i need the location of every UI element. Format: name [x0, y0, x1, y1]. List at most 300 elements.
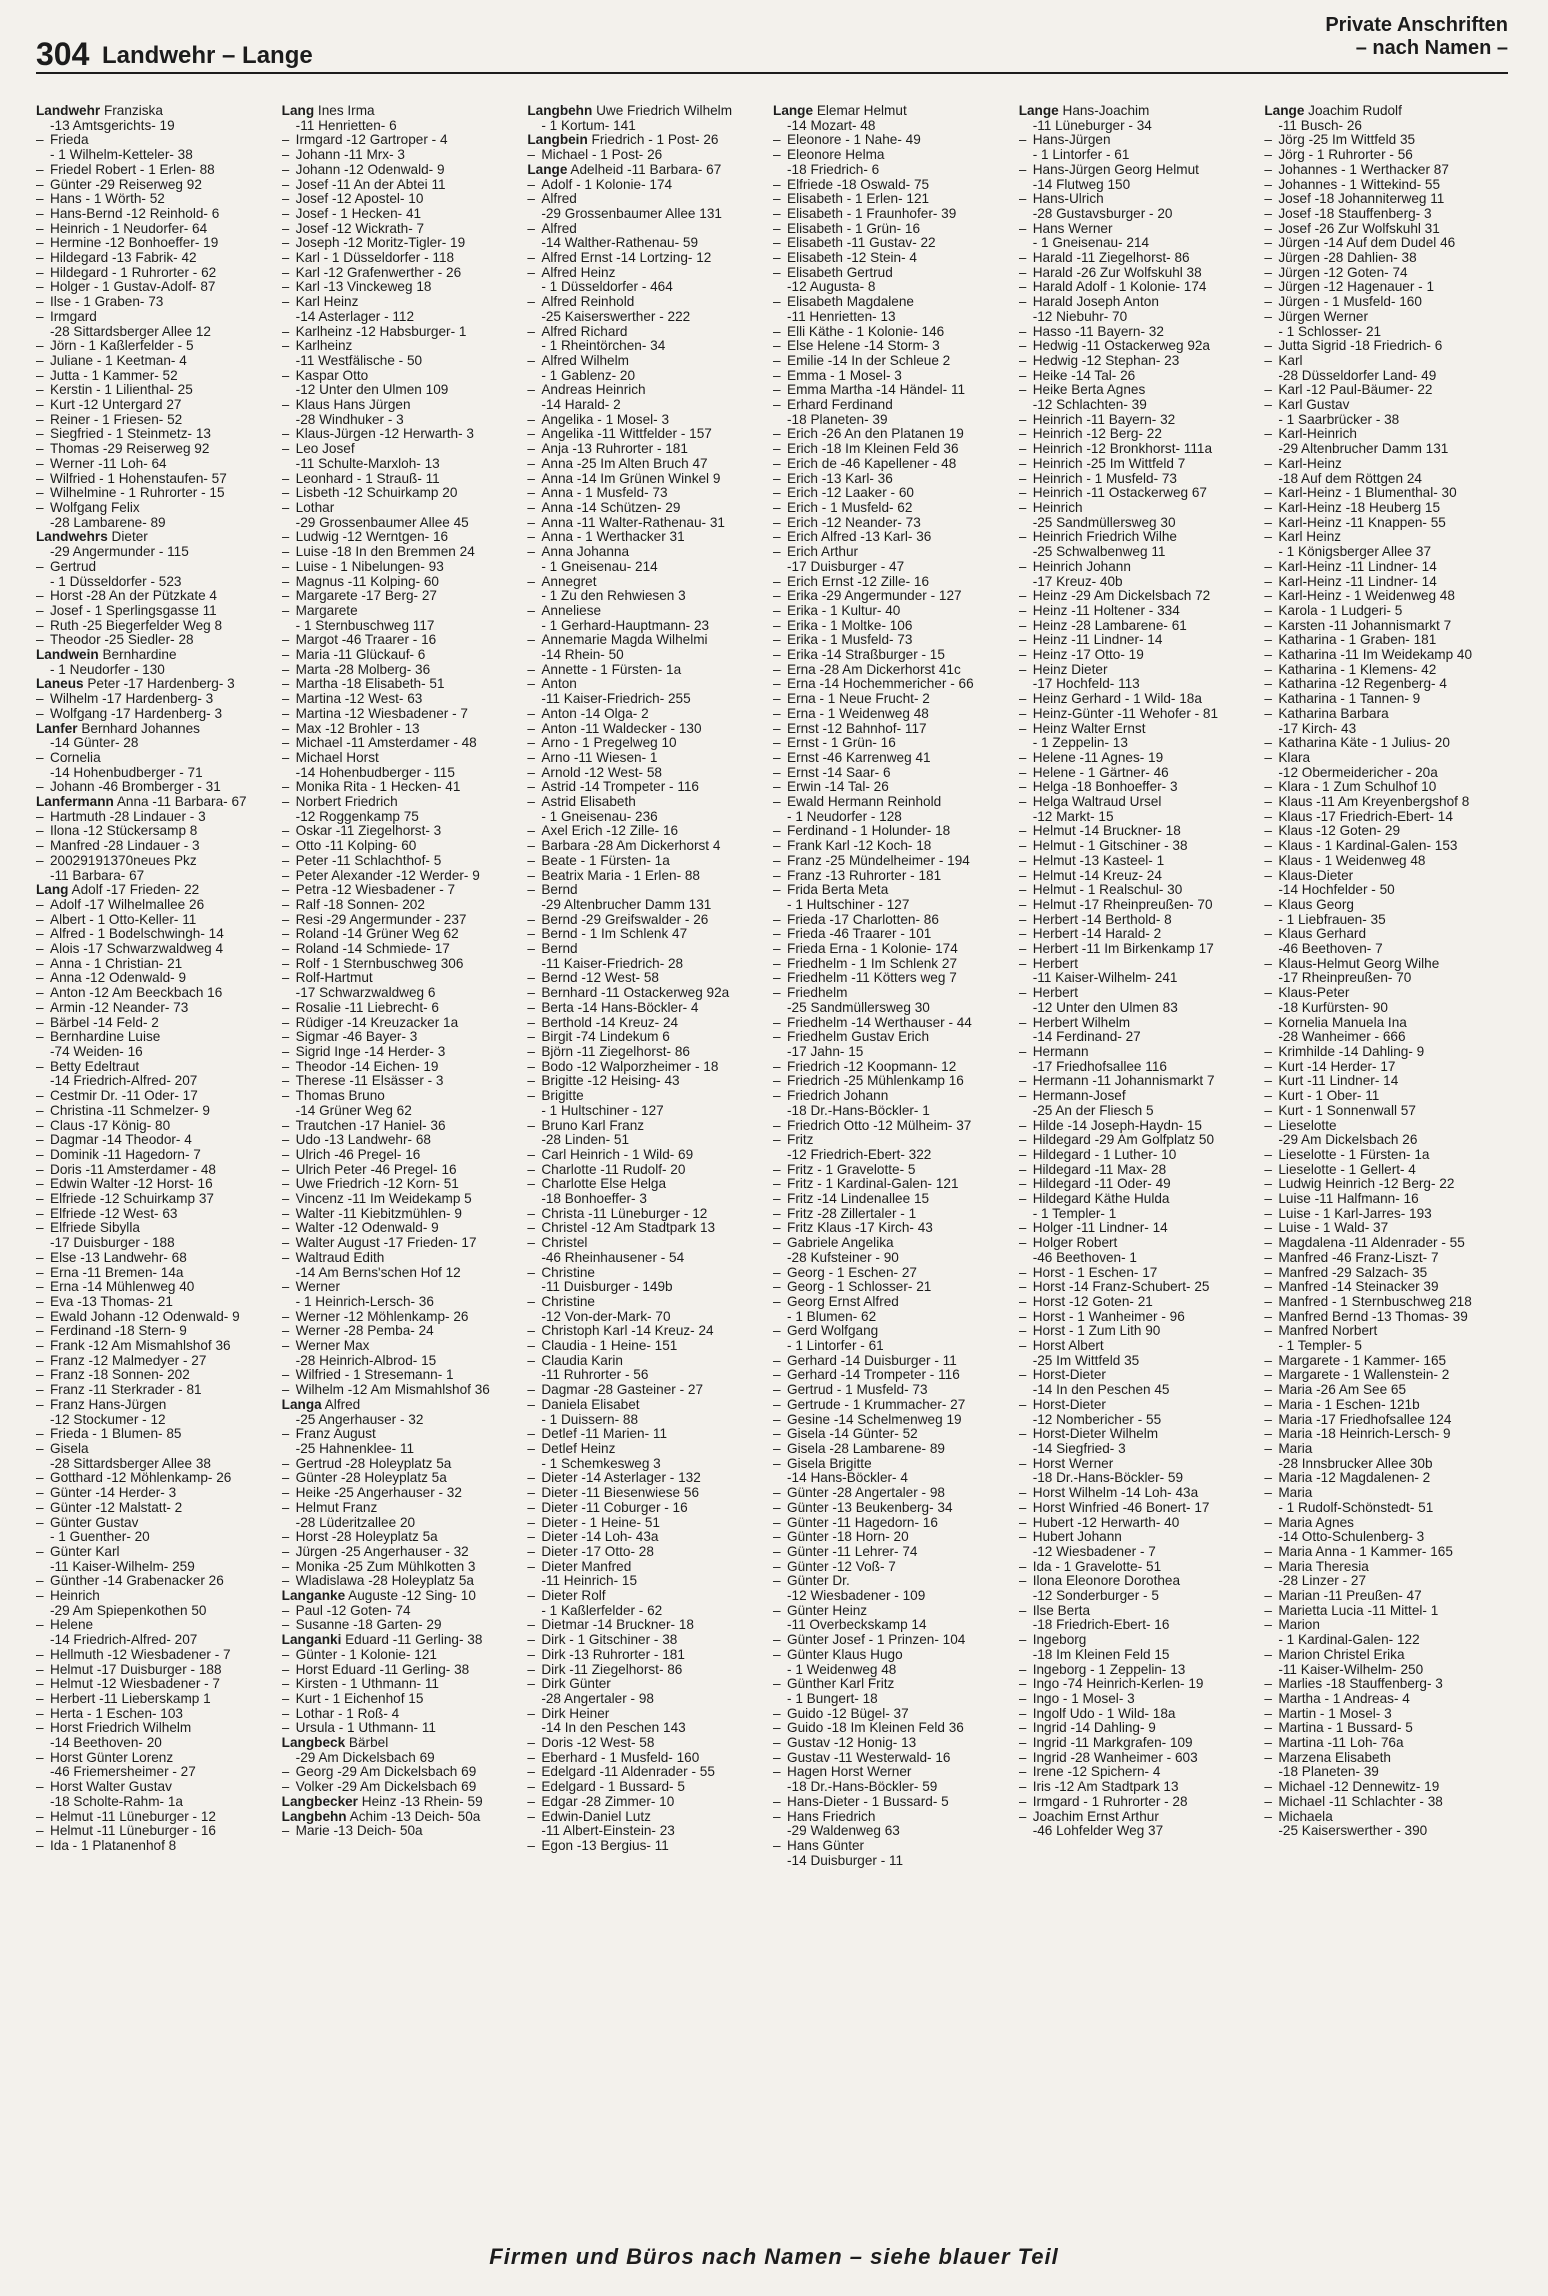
section-title [1325, 14, 1508, 60]
same-name-dash: – [773, 236, 781, 251]
directory-entry: – Harald -26 Zur Wolfskuhl 38 [1018, 265, 1202, 280]
same-name-dash: – [1264, 133, 1272, 148]
same-name-dash: – [773, 574, 781, 589]
directory-entry: – Dieter Rolf [527, 1589, 606, 1604]
directory-entry: – Heike -25 Angerhauser - 32 [281, 1486, 462, 1501]
directory-entry: - 1 Kortum- 141 [541, 118, 636, 133]
directory-entry: – Dirk Heiner [527, 1706, 610, 1721]
directory-entry: – Bernhard -11 Ostackerweg 92a [527, 986, 730, 1001]
directory-entry: – Kirsten - 1 Uthmann- 11 [281, 1677, 439, 1692]
directory-entry: – Günther -14 Grabenacker 26 [36, 1574, 224, 1589]
directory-entry: – Erna - 1 Neue Frucht- 2 [773, 692, 930, 707]
same-name-dash: – [1018, 603, 1027, 618]
same-name-dash: – [36, 780, 44, 795]
same-name-dash: – [36, 1147, 44, 1162]
same-name-dash: – [281, 339, 290, 354]
directory-entry: – Kurt -14 Herder- 17 [1264, 1059, 1396, 1074]
same-name-dash: – [36, 633, 44, 648]
directory-entry: – Alfred Heinz [527, 265, 616, 280]
directory-entry: -28 Linden- 51 [541, 1133, 630, 1148]
directory-entry: – Erika - 1 Moltke- 106 [773, 618, 913, 633]
directory-entry: – Günter -13 Beukenberg- 34 [773, 1500, 953, 1515]
same-name-dash: – [773, 353, 781, 368]
directory-entry: – Jörg - 1 Ruhrorter - 56 [1264, 148, 1413, 163]
directory-entry: -28 Düsseldorfer Land- 49 [1278, 368, 1437, 383]
directory-entry: – Maria [1264, 1441, 1313, 1456]
same-name-dash: – [36, 1030, 44, 1045]
same-name-dash: – [36, 1662, 44, 1677]
same-name-dash: – [1264, 795, 1272, 810]
same-name-dash: – [36, 603, 44, 618]
directory-entry: – Claudia - 1 Heine- 151 [527, 1339, 678, 1354]
same-name-dash: – [773, 853, 781, 868]
directory-entry: – Fritz -14 Lindenallee 15 [773, 1192, 930, 1207]
directory-entry: – Johann -11 Mrx- 3 [281, 148, 405, 163]
same-name-dash: – [1264, 824, 1272, 839]
directory-entry: – Erika -29 Angermunder - 127 [773, 589, 962, 604]
same-name-dash: – [1264, 1618, 1272, 1633]
same-name-dash: – [773, 295, 781, 310]
same-name-dash: – [36, 824, 44, 839]
same-name-dash: – [527, 148, 535, 163]
directory-entry: -28 Lüderitzallee 20 [295, 1515, 416, 1530]
same-name-dash: – [1264, 383, 1272, 398]
same-name-dash: – [1018, 442, 1027, 457]
same-name-dash: – [281, 1206, 290, 1221]
directory-entry: – Ewald Johann -12 Odenwald- 9 [36, 1309, 240, 1324]
directory-entry: – Theodor -25 Siedler- 28 [36, 633, 194, 648]
directory-entry: -11 Heinrich- 15 [541, 1574, 638, 1589]
directory-entry: – Charlotte Else Helga [527, 1177, 667, 1192]
same-name-dash: – [773, 1397, 781, 1412]
same-name-dash: – [773, 795, 781, 810]
directory-entry: – Maria Anna - 1 Kammer- 165 [1264, 1544, 1453, 1559]
directory-entry: – Waltraud Edith [281, 1250, 385, 1265]
same-name-dash: – [1264, 1736, 1272, 1751]
same-name-dash: – [1018, 648, 1027, 663]
same-name-dash: – [527, 1544, 535, 1559]
directory-entry: – Josef -26 Zur Wolfskuhl 31 [1264, 221, 1440, 236]
directory-entry: – Gabriele Angelika [773, 1236, 894, 1251]
directory-entry: – Hans-Jürgen [1018, 133, 1111, 148]
same-name-dash: – [281, 574, 290, 589]
directory-entry: – Egon -13 Bergius- 11 [527, 1838, 669, 1853]
same-name-dash: – [281, 486, 290, 501]
same-name-dash: – [527, 1206, 535, 1221]
same-name-dash: – [527, 1324, 535, 1339]
same-name-dash: – [1018, 1780, 1027, 1795]
directory-entry: – Ernst -12 Bahnhof- 117 [773, 721, 927, 736]
same-name-dash: – [1264, 897, 1272, 912]
same-name-dash: – [1018, 1147, 1027, 1162]
same-name-dash: – [773, 133, 781, 148]
directory-entry: - 1 Kaßlerfelder - 62 [541, 1603, 663, 1618]
surname: Lange [1264, 104, 1305, 118]
directory-entry: – Werner -11 Loh- 64 [36, 456, 167, 471]
same-name-dash: – [1264, 1794, 1272, 1809]
directory-entry: -29 Am Dickelsbach 69 [295, 1750, 435, 1765]
directory-entry: Langbeck Bärbel [281, 1736, 389, 1751]
directory-entry: – Eleonore - 1 Nahe- 49 [773, 133, 921, 148]
same-name-dash: – [527, 1706, 535, 1721]
same-name-dash: – [36, 1368, 44, 1383]
directory-entry: – Horst Friedrich Wilhelm [36, 1721, 192, 1736]
same-name-dash: – [1264, 706, 1272, 721]
same-name-dash: – [281, 1559, 290, 1574]
directory-entry: – Ingrid -11 Markgrafen- 109 [1018, 1736, 1193, 1751]
directory-entry: -18 Auf dem Röttgen 24 [1278, 471, 1422, 486]
directory-entry: – Adolf - 1 Kolonie- 174 [527, 177, 673, 192]
same-name-dash: – [1264, 1706, 1272, 1721]
same-name-dash: – [1018, 1074, 1027, 1089]
directory-entry: – Edwin-Daniel Lutz [527, 1809, 651, 1824]
same-name-dash: – [773, 986, 781, 1001]
directory-entry: – Jutta Sigrid -18 Friedrich- 6 [1264, 339, 1443, 354]
directory-entry: - 1 Neudorfer - 130 [50, 662, 165, 677]
directory-entry: – Martina -12 Wiesbadener - 7 [281, 706, 468, 721]
same-name-dash: – [281, 750, 290, 765]
same-name-dash: – [527, 1118, 535, 1133]
same-name-dash: – [1264, 662, 1272, 677]
same-name-dash: – [527, 853, 535, 868]
directory-entry: – Michaela [1264, 1809, 1333, 1824]
same-name-dash: – [281, 1147, 290, 1162]
directory-entry: – Klaus - 1 Weidenweg 48 [1264, 853, 1426, 868]
directory-entry: – Emma - 1 Mosel- 3 [773, 368, 902, 383]
same-name-dash: – [281, 1544, 290, 1559]
same-name-dash: – [1264, 1147, 1272, 1162]
same-name-dash: – [36, 1250, 44, 1265]
same-name-dash: – [36, 353, 44, 368]
directory-entry: – Hildegard - 1 Ruhrorter - 62 [36, 265, 217, 280]
directory-entry: – Holger Robert [1018, 1236, 1118, 1251]
directory-entry: – Irmgard - 1 Ruhrorter - 28 [1018, 1794, 1188, 1809]
same-name-dash: – [36, 471, 44, 486]
same-name-dash: – [773, 1427, 781, 1442]
surname: Lanfermann [36, 795, 114, 810]
same-name-dash: – [36, 162, 44, 177]
directory-entry: -11 Albert-Einstein- 23 [541, 1824, 675, 1839]
directory-entry: – Klara [1264, 750, 1311, 765]
same-name-dash: – [773, 1133, 781, 1148]
directory-entry: – Günter Gustav [36, 1515, 139, 1530]
directory-entry: – Thomas Bruno [281, 1089, 385, 1104]
same-name-dash: – [527, 603, 535, 618]
directory-entry: – Eva -13 Thomas- 21 [36, 1294, 173, 1309]
directory-entry: – Fritz - 1 Gravelotte- 5 [773, 1162, 916, 1177]
directory-entry: – Marzena Elisabeth [1264, 1750, 1391, 1765]
directory-entry: – Jörn - 1 Kaßlerfelder - 5 [36, 339, 194, 354]
directory-entry: – Margarete - 1 Wallenstein- 2 [1264, 1368, 1450, 1383]
directory-entry: -14 Otto-Schulenberg- 3 [1278, 1530, 1425, 1545]
directory-entry: – Helene - 1 Gärtner- 46 [1018, 765, 1169, 780]
directory-entry: – Michael - 1 Post- 26 [527, 148, 663, 163]
directory-entry: -18 Dr.-Hans-Böckler- 59 [1032, 1471, 1184, 1486]
directory-entry: – Elfriede Sibylla [36, 1221, 140, 1236]
directory-entry: – Ulrich Peter -46 Pregel- 16 [281, 1162, 457, 1177]
same-name-dash: – [1264, 1603, 1272, 1618]
directory-entry: -11 Henrietten- 6 [295, 118, 397, 133]
same-name-dash: – [527, 192, 535, 207]
directory-entry: -17 Friedhofsallee 116 [1032, 1059, 1167, 1074]
same-name-dash: – [773, 1059, 781, 1074]
directory-entry: – Karl Heinz [281, 295, 359, 310]
same-name-dash: – [773, 1633, 781, 1648]
same-name-dash: – [1018, 471, 1027, 486]
same-name-dash: – [527, 1339, 535, 1354]
same-name-dash: – [527, 780, 535, 795]
directory-entry: – Ludwig Heinrich -12 Berg- 22 [1264, 1177, 1455, 1192]
same-name-dash: – [36, 1000, 44, 1015]
directory-entry: – Karl Gustav [1264, 398, 1350, 413]
directory-entry: -25 Kaiserswerther - 390 [1278, 1824, 1428, 1839]
same-name-dash: – [281, 545, 290, 560]
directory-entry: – Friedhelm -14 Werthauser - 44 [773, 1015, 972, 1030]
directory-column [773, 104, 1019, 2174]
same-name-dash: – [1264, 1221, 1272, 1236]
same-name-dash: – [773, 971, 781, 986]
same-name-dash: – [773, 1647, 781, 1662]
directory-entry: -46 Lohfelder Weg 37 [1032, 1824, 1164, 1839]
directory-entry: – Georg -29 Am Dickelsbach 69 [281, 1765, 477, 1780]
directory-entry: – Hans-Dieter - 1 Bussard- 5 [773, 1794, 949, 1809]
same-name-dash: – [1264, 162, 1272, 177]
same-name-dash: – [1018, 280, 1027, 295]
directory-entry: – Sigmar -46 Bayer- 3 [281, 1030, 418, 1045]
directory-entry: – Klaus-Dieter [1264, 868, 1354, 883]
same-name-dash: – [1018, 412, 1027, 427]
same-name-dash: – [281, 795, 290, 810]
directory-entry: – Elisabeth Gertrud [773, 265, 893, 280]
same-name-dash: – [281, 206, 290, 221]
directory-entry: – Friedel Robert - 1 Erlen- 88 [36, 162, 215, 177]
same-name-dash: – [1264, 927, 1272, 942]
directory-entry: – Hans Friedrich [773, 1809, 876, 1824]
same-name-dash: – [36, 897, 44, 912]
same-name-dash: – [527, 574, 535, 589]
surname: Lange [773, 104, 814, 118]
same-name-dash: – [36, 1706, 44, 1721]
directory-entry: – Friedrich -12 Koopmann- 12 [773, 1059, 957, 1074]
directory-entry: – Heike -14 Tal- 26 [1018, 368, 1136, 383]
same-name-dash: – [1264, 956, 1272, 971]
directory-entry: – Manfred - 1 Sternbuschweg 218 [1264, 1294, 1472, 1309]
same-name-dash: – [1264, 1397, 1272, 1412]
same-name-dash: – [1018, 1691, 1027, 1706]
same-name-dash: – [1264, 1427, 1272, 1442]
same-name-dash: – [527, 1677, 535, 1692]
directory-entry: – Heinz -11 Lindner- 14 [1018, 633, 1163, 648]
directory-entry: – Erna - 1 Weidenweg 48 [773, 706, 929, 721]
same-name-dash: – [773, 603, 781, 618]
same-name-dash: – [773, 1838, 781, 1853]
directory-entry: – Anna - 1 Musfeld- 73 [527, 486, 668, 501]
same-name-dash: – [527, 427, 535, 442]
directory-entry: – Doris -11 Amsterdamer - 48 [36, 1162, 216, 1177]
directory-entry: – Josef -18 Stauffenberg- 3 [1264, 206, 1432, 221]
directory-entry: – Manfred Norbert [1264, 1324, 1378, 1339]
same-name-dash: – [773, 251, 781, 266]
directory-entry: – Dieter -11 Biesenwiese 56 [527, 1486, 700, 1501]
same-name-dash: – [773, 883, 781, 898]
directory-entry: -17 Duisburger - 188 [50, 1236, 175, 1251]
same-name-dash: – [527, 1427, 535, 1442]
directory-entry: – Erich -12 Laaker - 60 [773, 486, 914, 501]
same-name-dash: – [36, 368, 44, 383]
directory-entry: – Maria Theresia [1264, 1559, 1369, 1574]
directory-entry: – Jürgen -12 Hagenauer - 1 [1264, 280, 1435, 295]
surname: Langbein [527, 133, 588, 148]
same-name-dash: – [36, 295, 44, 310]
directory-entry: – Helmut - 1 Gitschiner - 38 [1018, 839, 1188, 854]
directory-entry: - 1 Düsseldorfer - 523 [50, 574, 182, 589]
same-name-dash: – [1018, 1427, 1027, 1442]
directory-entry: – Juliane - 1 Keetman- 4 [36, 353, 187, 368]
directory-entry: – Gustav -12 Honig- 13 [773, 1736, 917, 1751]
directory-entry: – Elfriede -12 West- 63 [36, 1206, 178, 1221]
same-name-dash: – [1264, 295, 1272, 310]
same-name-dash: – [773, 780, 781, 795]
same-name-dash: – [1018, 486, 1027, 501]
same-name-dash: – [36, 971, 44, 986]
directory-entry: -11 Busch- 26 [1278, 118, 1362, 133]
same-name-dash: – [36, 1118, 44, 1133]
same-name-dash: – [1018, 368, 1027, 383]
surname: Lange [1018, 104, 1059, 118]
same-name-dash: – [1264, 515, 1272, 530]
directory-entry: Langbecker Heinz -13 Rhein- 59 [281, 1794, 483, 1809]
directory-entry: – Ludwig -12 Werntgen- 16 [281, 530, 449, 545]
directory-entry: – Alfred Ernst -14 Lortzing- 12 [527, 251, 712, 266]
same-name-dash: – [527, 765, 535, 780]
directory-entry: – Herta - 1 Eschen- 103 [36, 1706, 183, 1721]
same-name-dash: – [1018, 927, 1027, 942]
directory-entry: Lanfermann Anna -11 Barbara- 67 [36, 795, 247, 810]
same-name-dash: – [773, 265, 781, 280]
same-name-dash: – [773, 324, 781, 339]
same-name-dash: – [1264, 618, 1272, 633]
directory-entry: Langanke Auguste -12 Sing- 10 [281, 1589, 476, 1604]
same-name-dash: – [1018, 986, 1027, 1001]
directory-entry: – Horst Werner [1018, 1456, 1114, 1471]
same-name-dash: – [773, 750, 781, 765]
directory-entry: – Heinrich -12 Bronkhorst- 111a [1018, 442, 1213, 457]
directory-column [282, 104, 528, 2174]
directory-entry: – Dieter -11 Coburger - 16 [527, 1500, 688, 1515]
same-name-dash: – [527, 1794, 535, 1809]
same-name-dash: – [1264, 1559, 1272, 1574]
directory-entry: -12 Augusta- 8 [787, 280, 876, 295]
same-name-dash: – [36, 1750, 44, 1765]
directory-entry: - 1 Rheintörchen- 34 [541, 339, 666, 354]
directory-entry: -14 Rhein- 50 [541, 648, 624, 663]
same-name-dash: – [281, 912, 290, 927]
directory-entry: – Ingeborg [1018, 1633, 1087, 1648]
directory-entry: - 1 Templer- 5 [1278, 1339, 1362, 1354]
directory-entry: – Heinz -29 Am Dickelsbach 72 [1018, 589, 1211, 604]
directory-entry: – Werner Max [281, 1339, 370, 1354]
directory-entry: -14 Grüner Weg 62 [295, 1103, 412, 1118]
directory-entry: – Martin - 1 Mosel- 3 [1264, 1706, 1392, 1721]
same-name-dash: – [36, 1397, 44, 1412]
same-name-dash: – [527, 1500, 535, 1515]
same-name-dash: – [527, 1221, 535, 1236]
same-name-dash: – [1018, 251, 1027, 266]
same-name-dash: – [281, 677, 290, 692]
same-name-dash: – [1018, 942, 1027, 957]
same-name-dash: – [773, 1118, 781, 1133]
directory-entry: – Peter Alexander -12 Werder- 9 [281, 868, 480, 883]
same-name-dash: – [1018, 1721, 1027, 1736]
directory-entry: – Arnold -12 West- 58 [527, 765, 662, 780]
directory-entry: Lanfer Bernhard Johannes [36, 721, 200, 736]
directory-entry: Langanki Eduard -11 Gerling- 38 [281, 1633, 483, 1648]
same-name-dash: – [527, 1515, 535, 1530]
directory-entry: – Rolf - 1 Sternbuschweg 306 [281, 956, 464, 971]
directory-entry: – Alfred - 1 Bodelschwingh- 14 [36, 927, 224, 942]
same-name-dash: – [36, 853, 44, 868]
same-name-dash: – [1264, 1486, 1272, 1501]
directory-entry: – Karl-Heinz - 1 Blumenthal- 30 [1264, 486, 1457, 501]
same-name-dash: – [281, 442, 290, 457]
directory-entry: – Wolfgang Felix [36, 500, 140, 515]
directory-entry: -11 Kaiser-Friedrich- 255 [541, 692, 691, 707]
directory-entry: – Petra -12 Wiesbadener - 7 [281, 883, 456, 898]
directory-entry: – Christel [527, 1236, 588, 1251]
surname: Landwein [36, 648, 99, 663]
same-name-dash: – [527, 1589, 535, 1604]
same-name-dash: – [527, 883, 535, 898]
directory-entry: – Claus -17 König- 80 [36, 1118, 171, 1133]
directory-entry: – Heinrich Friedrich Wilhe [1018, 530, 1177, 545]
same-name-dash: – [281, 1324, 290, 1339]
directory-entry: – Christine [527, 1265, 595, 1280]
same-name-dash: – [527, 1471, 535, 1486]
directory-entry: -29 Grossenbaumer Allee 45 [295, 515, 469, 530]
directory-entry: – Helmut -11 Lüneburger - 12 [36, 1809, 216, 1824]
same-name-dash: – [527, 1074, 535, 1089]
directory-column [1019, 104, 1265, 2174]
same-name-dash: – [281, 265, 290, 280]
same-name-dash: – [1018, 221, 1027, 236]
directory-entry: – Klara - 1 Zum Schulhof 10 [1264, 780, 1437, 795]
directory-entry: – Christel -12 Am Stadtpark 13 [527, 1221, 716, 1236]
directory-listing [36, 104, 1510, 2174]
directory-entry: – Heinrich -11 Bayern- 32 [1018, 412, 1176, 427]
same-name-dash: – [36, 1589, 44, 1604]
directory-entry: -12 Obermeidericher - 20a [1278, 765, 1438, 780]
directory-entry: – Hilde -14 Joseph-Haydn- 15 [1018, 1118, 1202, 1133]
surname: Lange [527, 162, 568, 177]
same-name-dash: – [36, 500, 44, 515]
same-name-dash: – [36, 1015, 44, 1030]
same-name-dash: – [281, 1074, 290, 1089]
same-name-dash: – [773, 427, 781, 442]
directory-entry: – Karl [1264, 353, 1303, 368]
same-name-dash: – [36, 1647, 44, 1662]
same-name-dash: – [281, 1000, 290, 1015]
directory-entry: – Ida - 1 Gravelotte- 51 [1018, 1559, 1162, 1574]
same-name-dash: – [36, 486, 44, 501]
same-name-dash: – [527, 1559, 535, 1574]
directory-entry: -18 Bonhoeffer- 3 [541, 1192, 647, 1207]
same-name-dash: – [527, 1838, 535, 1853]
same-name-dash: – [281, 736, 290, 751]
same-name-dash: – [773, 1515, 781, 1530]
directory-entry: -28 Sittardsberger Allee 38 [50, 1456, 211, 1471]
directory-entry: – Karl -12 Grafenwerther - 26 [281, 265, 462, 280]
same-name-dash: – [1018, 530, 1027, 545]
